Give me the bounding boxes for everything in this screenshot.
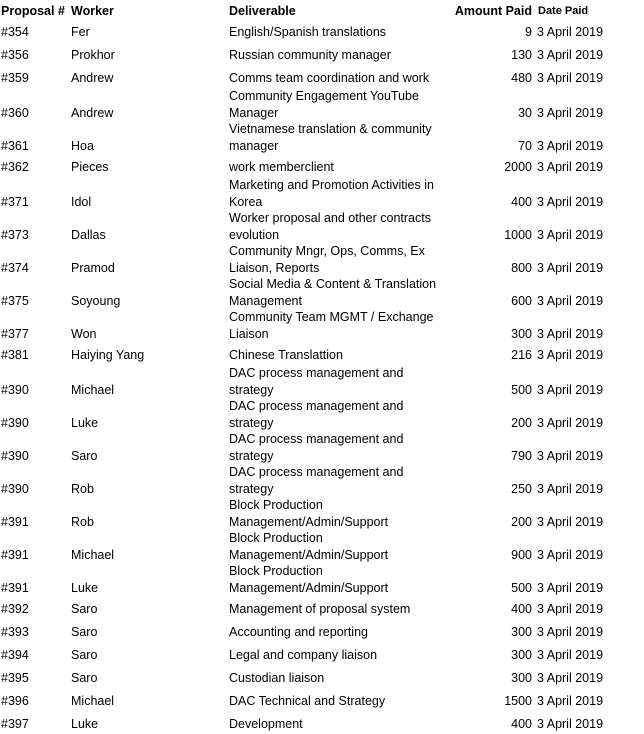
- cell-deliverable: Custodian liaison: [229, 670, 325, 685]
- cell-deliverable: Community Mngr, Ops, Comms, Ex Liaison, Reports: [229, 244, 425, 275]
- cell-amount: 790: [511, 448, 532, 463]
- cell-date: 3 April 2019: [537, 159, 604, 174]
- cell-proposal: #392: [1, 601, 29, 616]
- cell-worker: Fer: [71, 24, 90, 39]
- cell-worker: Soyoung: [71, 293, 121, 308]
- table-row: [0, 121, 612, 154]
- cell-deliverable: Accounting and reporting: [229, 624, 368, 639]
- cell-date: 3 April 2019: [537, 580, 604, 595]
- cell-proposal: #374: [1, 260, 29, 275]
- table-row: [0, 665, 612, 688]
- cell-proposal: #361: [1, 138, 29, 153]
- table-row: [0, 276, 612, 309]
- cell-amount: 500: [511, 580, 532, 595]
- table-row: [0, 309, 612, 342]
- cell-date: 3 April 2019: [537, 326, 604, 341]
- cell-worker: Saro: [71, 601, 98, 616]
- cell-worker: Saro: [71, 624, 98, 639]
- cell-deliverable: Community Engagement YouTube Manager: [229, 89, 419, 120]
- cell-amount: 400: [511, 601, 532, 616]
- cell-date: 3 April 2019: [537, 382, 604, 397]
- table-row: [0, 154, 612, 177]
- cell-deliverable: DAC process management and strategy: [229, 366, 404, 397]
- cell-proposal: #396: [1, 693, 29, 708]
- cell-worker: Saro: [71, 647, 98, 662]
- cell-deliverable: Block Production Management/Admin/Support: [229, 531, 389, 562]
- cell-proposal: #390: [1, 382, 29, 397]
- cell-amount: 2000: [504, 159, 532, 174]
- cell-date: 3 April 2019: [537, 194, 604, 209]
- cell-proposal: #390: [1, 415, 29, 430]
- cell-proposal: #375: [1, 293, 29, 308]
- cell-worker: Andrew: [71, 105, 114, 120]
- cell-deliverable: Development: [229, 716, 303, 731]
- cell-worker: Haiying Yang: [71, 347, 145, 362]
- cell-deliverable: DAC process management and strategy: [229, 432, 404, 463]
- cell-amount: 600: [511, 293, 532, 308]
- cell-proposal: #391: [1, 580, 29, 595]
- cell-proposal: #360: [1, 105, 29, 120]
- cell-worker: Pramod: [71, 260, 115, 275]
- cell-deliverable: Chinese Translattion: [229, 347, 343, 362]
- cell-amount: 1500: [504, 693, 532, 708]
- cell-date: 3 April 2019: [537, 647, 604, 662]
- table-row: [0, 619, 612, 642]
- cell-amount: 480: [511, 70, 532, 85]
- cell-deliverable: English/Spanish translations: [229, 24, 387, 39]
- cell-worker: Idol: [71, 194, 92, 209]
- cell-proposal: #395: [1, 670, 29, 685]
- cell-proposal: #393: [1, 624, 29, 639]
- table-row: [0, 563, 612, 596]
- cell-proposal: #362: [1, 159, 29, 174]
- table-row: [0, 177, 612, 210]
- cell-amount: 300: [511, 326, 532, 341]
- cell-worker: Michael: [71, 382, 115, 397]
- cell-date: 3 April 2019: [537, 481, 604, 496]
- cell-amount: 130: [511, 47, 532, 62]
- cell-proposal: #359: [1, 70, 29, 85]
- cell-amount: 250: [511, 481, 532, 496]
- cell-worker: Won: [71, 326, 97, 341]
- table-row: [0, 398, 612, 431]
- cell-amount: 300: [511, 670, 532, 685]
- cell-worker: Saro: [71, 670, 98, 685]
- cell-date: 3 April 2019: [537, 716, 604, 731]
- table-row: [0, 210, 612, 243]
- header-row: [0, 0, 612, 19]
- cell-amount: 300: [511, 647, 532, 662]
- cell-amount: 216: [511, 347, 532, 362]
- cell-date: 3 April 2019: [537, 514, 604, 529]
- cell-deliverable: Social Media & Content & Translation Management: [229, 277, 437, 308]
- cell-amount: 200: [511, 514, 532, 529]
- cell-date: 3 April 2019: [537, 448, 604, 463]
- header-date-paid: Date Paid: [538, 5, 589, 17]
- table-row: [0, 688, 612, 711]
- cell-proposal: #377: [1, 326, 29, 341]
- cell-date: 3 April 2019: [537, 47, 604, 62]
- cell-deliverable: DAC Technical and Strategy: [229, 693, 386, 708]
- cell-worker: Michael: [71, 547, 115, 562]
- header-amount-paid: Amount Paid: [454, 4, 532, 18]
- cell-worker: Prokhor: [71, 47, 115, 62]
- cell-proposal: #391: [1, 547, 29, 562]
- cell-proposal: #354: [1, 24, 29, 39]
- cell-amount: 400: [511, 194, 532, 209]
- table-row: [0, 596, 612, 619]
- cell-amount: 300: [511, 624, 532, 639]
- table-row: [0, 530, 612, 563]
- cell-worker: Dallas: [71, 227, 106, 242]
- cell-proposal: #356: [1, 47, 29, 62]
- cell-worker: Andrew: [71, 70, 114, 85]
- header-worker: Worker: [71, 4, 114, 18]
- header-proposal: Proposal #: [1, 4, 65, 18]
- cell-proposal: #394: [1, 647, 29, 662]
- cell-proposal: #391: [1, 514, 29, 529]
- cell-deliverable: Block Production Management/Admin/Support: [229, 498, 389, 529]
- cell-amount: 400: [511, 716, 532, 731]
- cell-amount: 200: [511, 415, 532, 430]
- cell-date: 3 April 2019: [537, 293, 604, 308]
- cell-proposal: #381: [1, 347, 29, 362]
- cell-date: 3 April 2019: [537, 415, 604, 430]
- cell-deliverable: Vietnamese translation & community manager: [229, 122, 432, 153]
- cell-worker: Michael: [71, 693, 115, 708]
- cell-worker: Luke: [71, 580, 99, 595]
- cell-worker: Luke: [71, 716, 99, 731]
- cell-deliverable: Community Team MGMT / Exchange Liaison: [229, 310, 434, 341]
- table-row: [0, 365, 612, 398]
- table-row: [0, 711, 612, 734]
- table-row: [0, 42, 612, 65]
- cell-worker: Luke: [71, 415, 99, 430]
- cell-proposal: #371: [1, 194, 29, 209]
- cell-date: 3 April 2019: [537, 693, 604, 708]
- cell-deliverable: Legal and company liaison: [229, 647, 378, 662]
- cell-date: 3 April 2019: [537, 624, 604, 639]
- cell-deliverable: Marketing and Promotion Activities in Korea: [229, 178, 434, 209]
- table-row: [0, 65, 612, 88]
- table-row: [0, 88, 612, 121]
- cell-date: 3 April 2019: [537, 24, 604, 39]
- cell-deliverable: DAC process management and strategy: [229, 399, 404, 430]
- table-row: [0, 243, 612, 276]
- cell-worker: Saro: [71, 448, 98, 463]
- cell-deliverable: DAC process management and strategy: [229, 465, 404, 496]
- cell-deliverable: Russian community manager: [229, 47, 391, 62]
- table-row: [0, 19, 612, 42]
- cell-deliverable: work memberclient: [229, 159, 334, 174]
- cell-deliverable: Management of proposal system: [229, 601, 411, 616]
- cell-date: 3 April 2019: [537, 547, 604, 562]
- header-deliverable: Deliverable: [229, 4, 296, 18]
- cell-worker: Rob: [71, 514, 94, 529]
- table-row: [0, 464, 612, 497]
- cell-amount: 900: [511, 547, 532, 562]
- cell-date: 3 April 2019: [537, 601, 604, 616]
- cell-date: 3 April 2019: [537, 260, 604, 275]
- cell-date: 3 April 2019: [537, 347, 604, 362]
- cell-amount: 800: [511, 260, 532, 275]
- cell-proposal: #373: [1, 227, 29, 242]
- cell-amount: 1000: [504, 227, 532, 242]
- cell-worker: Pieces: [71, 159, 109, 174]
- cell-date: 3 April 2019: [537, 138, 604, 153]
- cell-deliverable: Block Production Management/Admin/Support: [229, 564, 389, 595]
- cell-deliverable: Comms team coordination and work: [229, 70, 430, 85]
- cell-proposal: #397: [1, 716, 29, 731]
- cell-amount: 9: [525, 24, 532, 39]
- cell-amount: 70: [518, 138, 532, 153]
- cell-worker: Rob: [71, 481, 94, 496]
- cell-proposal: #390: [1, 448, 29, 463]
- table-row: [0, 497, 612, 530]
- table-row: [0, 342, 612, 365]
- cell-amount: 500: [511, 382, 532, 397]
- cell-date: 3 April 2019: [537, 227, 604, 242]
- cell-date: 3 April 2019: [537, 105, 604, 120]
- table-row: [0, 642, 612, 665]
- cell-date: 3 April 2019: [537, 670, 604, 685]
- cell-date: 3 April 2019: [537, 70, 604, 85]
- cell-deliverable: Worker proposal and other contracts evolution: [229, 211, 431, 242]
- cell-worker: Hoa: [71, 138, 94, 153]
- table-row: [0, 431, 612, 464]
- cell-amount: 30: [518, 105, 532, 120]
- cell-proposal: #390: [1, 481, 29, 496]
